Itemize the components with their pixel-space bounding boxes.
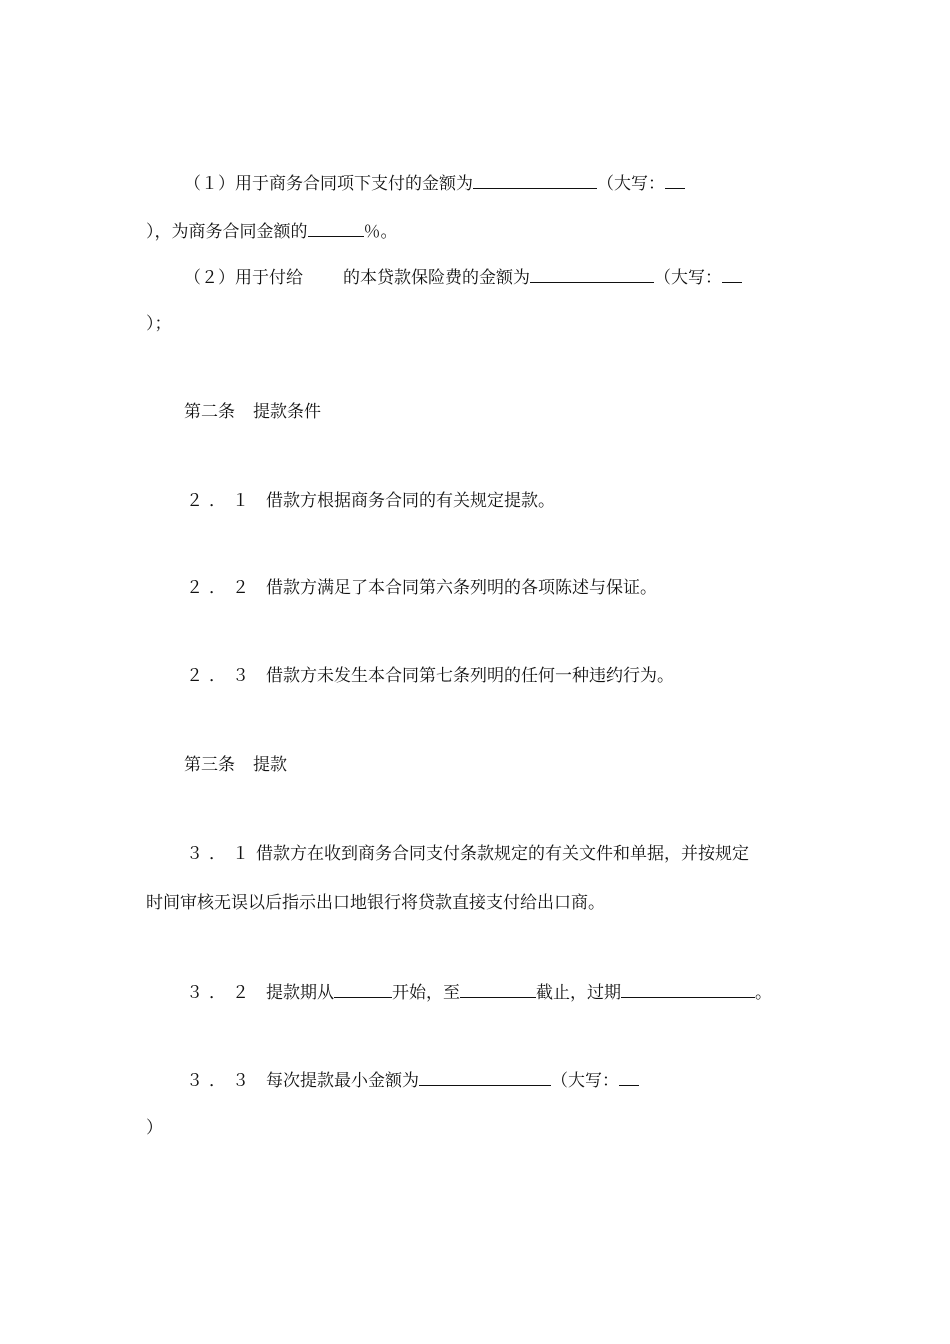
clause-1-line2-end: ％。 bbox=[363, 222, 398, 242]
article-2-title: 提款条件 bbox=[253, 402, 321, 422]
clause-2-daxie: （大写： bbox=[654, 268, 722, 288]
article-3-item-2 bbox=[186, 982, 772, 1002]
article-3-item-3-line-2: ） bbox=[146, 1118, 163, 1138]
item-number: ２．２ bbox=[186, 578, 255, 598]
daxie-blank[interactable] bbox=[665, 173, 685, 189]
item-text: 借款方在收到商务合同支付条款规定的有关文件和单据，并按规定 bbox=[256, 844, 749, 864]
clause-2-prefix: （２）用于付给 bbox=[184, 268, 303, 288]
item-number: ３．１ bbox=[186, 844, 255, 864]
article-2-item-2 bbox=[186, 578, 657, 598]
article-3-item-3-line-1 bbox=[186, 1070, 639, 1090]
daxie-blank[interactable] bbox=[619, 1070, 639, 1086]
clause-2-line-2: ）； bbox=[146, 314, 172, 334]
article-3-title: 提款 bbox=[253, 755, 287, 775]
article-2-heading bbox=[184, 402, 321, 422]
min-amount-daxie: （大写： bbox=[551, 1071, 619, 1091]
period-end: 。 bbox=[755, 983, 772, 1003]
clause-1-daxie: （大写： bbox=[597, 174, 665, 194]
item-text: 借款方根据商务合同的有关规定提款。 bbox=[266, 491, 555, 511]
period-from-label: 提款期从 bbox=[266, 983, 334, 1003]
item-number: ３．３ bbox=[186, 1071, 255, 1091]
expiry-blank[interactable] bbox=[621, 982, 755, 998]
start-date-blank[interactable] bbox=[334, 982, 392, 998]
item-text: 借款方未发生本合同第七条列明的任何一种违约行为。 bbox=[266, 666, 674, 686]
item-text: 借款方满足了本合同第六条列明的各项陈述与保证。 bbox=[266, 578, 657, 598]
insurance-amount-blank[interactable] bbox=[530, 267, 654, 283]
amount-blank[interactable] bbox=[473, 173, 597, 189]
clause-1-line-2 bbox=[146, 221, 398, 241]
daxie-blank[interactable] bbox=[722, 267, 742, 283]
clause-1-line2-start: ），为商务合同金额的 bbox=[146, 222, 308, 242]
article-3-number: 第三条 bbox=[184, 755, 235, 775]
period-to-label: 开始，至 bbox=[392, 983, 460, 1003]
clause-2-line-1 bbox=[184, 267, 742, 287]
end-date-blank[interactable] bbox=[460, 982, 536, 998]
clause-2-middle: 的本贷款保险费的金额为 bbox=[343, 268, 530, 288]
article-2-item-1 bbox=[186, 491, 555, 511]
percent-blank[interactable] bbox=[308, 221, 364, 237]
clause-1-prefix: （１）用于商务合同项下支付的金额为 bbox=[184, 174, 473, 194]
article-3-item-1-line-2: 时间审核无误以后指示出口地银行将贷款直接支付给出口商。 bbox=[146, 893, 605, 913]
article-2-number: 第二条 bbox=[184, 402, 235, 422]
min-amount-blank[interactable] bbox=[419, 1070, 551, 1086]
item-number: ３．２ bbox=[186, 983, 255, 1003]
article-2-item-3 bbox=[186, 666, 674, 686]
article-3-heading bbox=[184, 755, 287, 775]
item-number: ２．１ bbox=[186, 491, 255, 511]
min-amount-label: 每次提款最小金额为 bbox=[266, 1071, 419, 1091]
expiry-label: 截止，过期 bbox=[536, 983, 621, 1003]
item-number: ２．３ bbox=[186, 666, 255, 686]
clause-1-line-1 bbox=[184, 173, 685, 193]
article-3-item-1-line-1 bbox=[186, 844, 749, 864]
